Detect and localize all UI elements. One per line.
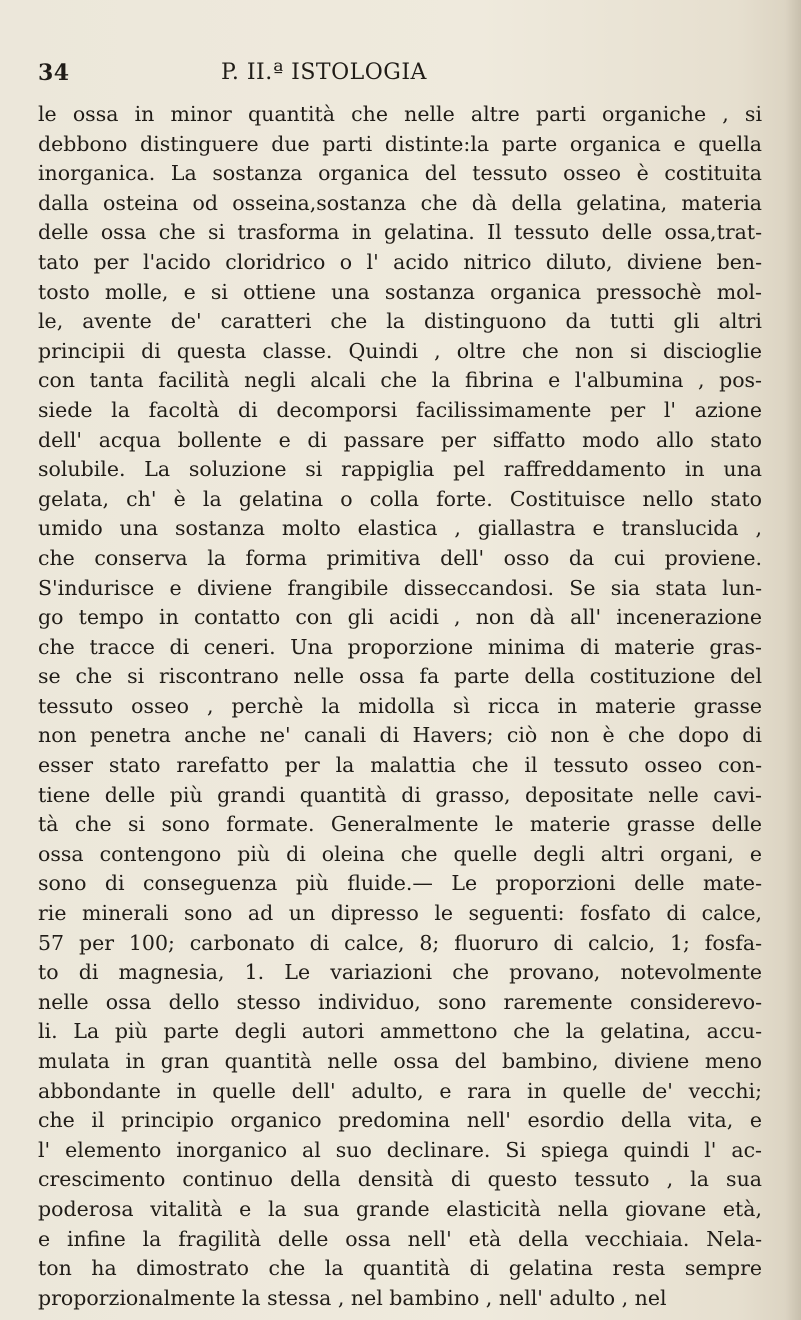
text-line: tessuto osseo , perchè la midolla sì ricca in materie grasse bbox=[38, 693, 762, 718]
text-line: inorganica. La sostanza organica del tessuto osseo è costituita bbox=[38, 161, 762, 186]
text-line: e infine la fragilità delle ossa nell' età della vecchiaia. Nela- bbox=[38, 1226, 762, 1251]
text-line: umido una sostanza molto elastica , giallastra e translucida , bbox=[38, 516, 762, 541]
text-line: rie minerali sono ad un dipresso le seguenti: fosfato di calce, bbox=[38, 901, 762, 926]
text-line: tiene delle più grandi quantità di grasso, depositate nelle cavi- bbox=[38, 782, 762, 807]
body-text bbox=[38, 100, 762, 1313]
text-line: le, avente de' caratteri che la distinguono da tutti gli altri bbox=[38, 309, 762, 334]
text-line: mulata in gran quantità nelle ossa del bambino, diviene meno bbox=[38, 1049, 762, 1073]
text-line: sono di conseguenza più fluide.— Le proporzioni delle mate- bbox=[38, 871, 762, 896]
text-line: siede la facoltà di decomporsi facilissimamente per l' azione bbox=[38, 397, 762, 422]
text-line: che il principio organico predomina nell' esordio della vita, e bbox=[38, 1108, 762, 1133]
text-line: con tanta facilità negli alcali che la fibrina e l'albumina , pos- bbox=[38, 368, 762, 393]
text-line: li. La più parte degli autori ammettono che la gelatina, accu- bbox=[38, 1019, 762, 1044]
page-edge-shadow bbox=[785, 0, 801, 1320]
text-line: le ossa in minor quantità che nelle altre parti organiche , si bbox=[38, 102, 762, 126]
text-line: dalla osteina od osseina,sostanza che dà della gelatina, materia bbox=[38, 190, 762, 215]
text-line: go tempo in contatto con gli acidi , non dà all' incenerazione bbox=[38, 605, 762, 630]
text-line: delle ossa che si trasforma in gelatina. Il tessuto delle ossa,trat- bbox=[38, 220, 762, 245]
text-line: solubile. La soluzione si rappiglia pel raffreddamento in una bbox=[38, 457, 762, 482]
text-line: principii di questa classe. Quindi , oltre che non si discioglie bbox=[38, 338, 762, 363]
text-line: che tracce di ceneri. Una proporzione minima di materie gras- bbox=[38, 634, 762, 659]
text-line: poderosa vitalità e la sua grande elasticità nella giovane età, bbox=[38, 1196, 762, 1221]
text-line: non penetra anche ne' canali di Havers; ciò non è che dopo di bbox=[38, 723, 762, 748]
text-line: gelata, ch' è la gelatina o colla forte. Costituisce nello stato bbox=[38, 486, 762, 511]
text-line: S'indurisce e diviene frangibile disseccandosi. Se sia stata lun- bbox=[38, 575, 762, 600]
text-line: ossa contengono più di oleina che quelle degli altri organi, e bbox=[38, 841, 762, 866]
text-line: to di magnesia, 1. Le variazioni che provano, notevolmente bbox=[38, 960, 762, 985]
text-line: tosto molle, e si ottiene una sostanza organica pressochè mol- bbox=[38, 279, 762, 304]
text-line: ton ha dimostrato che la quantità di gelatina resta sempre bbox=[38, 1256, 762, 1281]
text-line: crescimento continuo della densità di questo tessuto , la sua bbox=[38, 1167, 762, 1192]
text-line: se che si riscontrano nelle ossa fa parte della costituzione del bbox=[38, 664, 762, 689]
text-line: esser stato rarefatto per la malattia che il tessuto osseo con- bbox=[38, 753, 762, 778]
page-header bbox=[38, 60, 758, 90]
text-line: debbono distinguere due parti distinte:la parte organica e quella bbox=[38, 131, 762, 156]
text-line: dell' acqua bollente e di passare per siffatto modo allo stato bbox=[38, 427, 762, 452]
page-number: 34 bbox=[38, 60, 70, 86]
text-line: l' elemento inorganico al suo declinare. Si spiega quindi l' ac- bbox=[38, 1137, 762, 1162]
text-line: 57 per 100; carbonato di calce, 8; fluoruro di calcio, 1; fosfa- bbox=[38, 930, 762, 955]
text-line: tà che si sono formate. Generalmente le materie grasse delle bbox=[38, 812, 762, 837]
text-line: proporzionalmente la stessa , nel bambino , nell' adulto , nel bbox=[38, 1285, 667, 1310]
text-line: tato per l'acido cloridrico o l' acido nitrico diluto, diviene ben- bbox=[38, 249, 762, 274]
text-line: abbondante in quelle dell' adulto, e rara in quelle de' vecchi; bbox=[38, 1078, 762, 1103]
text-line: che conserva la forma primitiva dell' osso da cui proviene. bbox=[38, 545, 762, 570]
running-head: P. II.ª ISTOLOGIA bbox=[221, 60, 427, 85]
text-line: nelle ossa dello stesso individuo, sono raremente considerevo- bbox=[38, 989, 762, 1014]
